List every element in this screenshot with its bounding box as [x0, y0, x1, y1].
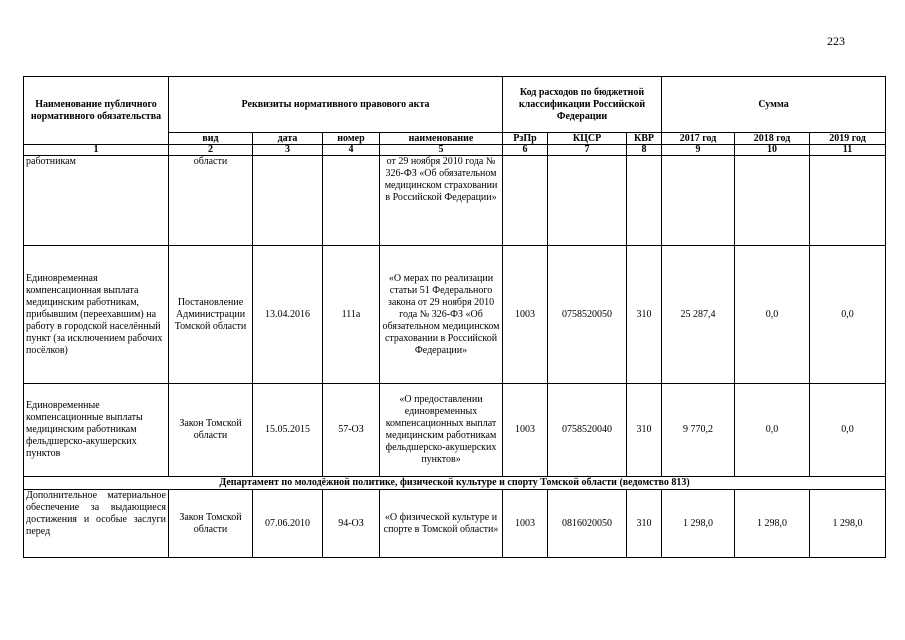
- obligation-name: Дополнительное материальное обеспечение за выдающиеся достижения и особые заслуги перед: [24, 490, 169, 558]
- rzpr: 1003: [503, 246, 548, 384]
- header-2017: 2017 год: [662, 133, 735, 145]
- header-date: дата: [253, 133, 323, 145]
- kvr: 310: [627, 384, 662, 477]
- act-number: 57-ОЗ: [323, 384, 380, 477]
- header-act-details: Реквизиты нормативного правового акта: [169, 77, 503, 133]
- column-number: 11: [810, 145, 886, 156]
- act-number: [323, 156, 380, 246]
- act-type: Постановление Администрации Томской области: [169, 246, 253, 384]
- amount-2019: [810, 156, 886, 246]
- amount-2017: 1 298,0: [662, 490, 735, 558]
- amount-2019: 0,0: [810, 384, 886, 477]
- act-name: «О предоставлении единовременных компенсационных выплат медицинским работникам фельдшерско-акушерских пунктов»: [380, 384, 503, 477]
- amount-2018: [735, 156, 810, 246]
- column-number: 6: [503, 145, 548, 156]
- header-rzpr: РзПр: [503, 133, 548, 145]
- act-name: от 29 ноября 2010 года № 326-ФЗ «Об обязательном медицинском страховании в Российской Федерации»: [380, 156, 503, 246]
- header-kvr: КВР: [627, 133, 662, 145]
- act-name: «О мерах по реализации статьи 51 Федерального закона от 29 ноября 2010 года № 326-ФЗ «Об обязательном медицинском страховании в Российской Федерации»: [380, 246, 503, 384]
- kvr: 310: [627, 246, 662, 384]
- column-number: 8: [627, 145, 662, 156]
- header-budget-code: Код расходов по бюджетной классификации Российской Федерации: [503, 77, 662, 133]
- obligation-name: Единовременные компенсационные выплаты медицинским работникам фельдшерско-акушерских пунктов: [24, 384, 169, 477]
- amount-2019: 0,0: [810, 246, 886, 384]
- budget-obligations-table: [23, 76, 886, 558]
- rzpr: 1003: [503, 490, 548, 558]
- column-number: 7: [548, 145, 627, 156]
- amount-2019: 1 298,0: [810, 490, 886, 558]
- act-date: 13.04.2016: [253, 246, 323, 384]
- amount-2017: 9 770,2: [662, 384, 735, 477]
- kvr: [627, 156, 662, 246]
- kcsr: [548, 156, 627, 246]
- header-type: вид: [169, 133, 253, 145]
- table-row: [24, 490, 886, 558]
- kcsr: 0758520050: [548, 246, 627, 384]
- amount-2018: 0,0: [735, 384, 810, 477]
- act-date: 07.06.2010: [253, 490, 323, 558]
- amount-2018: 0,0: [735, 246, 810, 384]
- act-date: 15.05.2015: [253, 384, 323, 477]
- column-number: 3: [253, 145, 323, 156]
- column-number: 2: [169, 145, 253, 156]
- act-number: 94-ОЗ: [323, 490, 380, 558]
- act-type: Закон Томской области: [169, 384, 253, 477]
- act-type: области: [169, 156, 253, 246]
- column-number: 1: [24, 145, 169, 156]
- department-row: [24, 477, 886, 490]
- rzpr: [503, 156, 548, 246]
- column-number: 10: [735, 145, 810, 156]
- act-number: 111а: [323, 246, 380, 384]
- table-row: [24, 156, 886, 246]
- header-kcsr: КЦСР: [548, 133, 627, 145]
- header-amount: Сумма: [662, 77, 886, 133]
- kcsr: 0816020050: [548, 490, 627, 558]
- column-number-row: [24, 145, 886, 156]
- header-name: наименование: [380, 133, 503, 145]
- page-number: 223: [827, 34, 845, 48]
- act-name: «О физической культуре и спорте в Томской области»: [380, 490, 503, 558]
- header-number: номер: [323, 133, 380, 145]
- table-header-row: [24, 77, 886, 133]
- obligation-name: Единовременная компенсационная выплата медицинским работникам, прибывшим (переехавшим) на работу в городской населённый пункт (за исключением рабочих посёлков): [24, 246, 169, 384]
- kcsr: 0758520040: [548, 384, 627, 477]
- act-type: Закон Томской области: [169, 490, 253, 558]
- rzpr: 1003: [503, 384, 548, 477]
- table-row: [24, 384, 886, 477]
- amount-2018: 1 298,0: [735, 490, 810, 558]
- kvr: 310: [627, 490, 662, 558]
- table-row: [24, 246, 886, 384]
- header-obligation-name: Наименование публичного нормативного обязательства: [24, 77, 169, 145]
- act-date: [253, 156, 323, 246]
- column-number: 5: [380, 145, 503, 156]
- amount-2017: [662, 156, 735, 246]
- header-2019: 2019 год: [810, 133, 886, 145]
- amount-2017: 25 287,4: [662, 246, 735, 384]
- department-title: Департамент по молодёжной политике, физической культуре и спорту Томской области (ведомство 813): [24, 477, 886, 490]
- obligation-name: работникам: [24, 156, 169, 246]
- column-number: 4: [323, 145, 380, 156]
- column-number: 9: [662, 145, 735, 156]
- header-2018: 2018 год: [735, 133, 810, 145]
